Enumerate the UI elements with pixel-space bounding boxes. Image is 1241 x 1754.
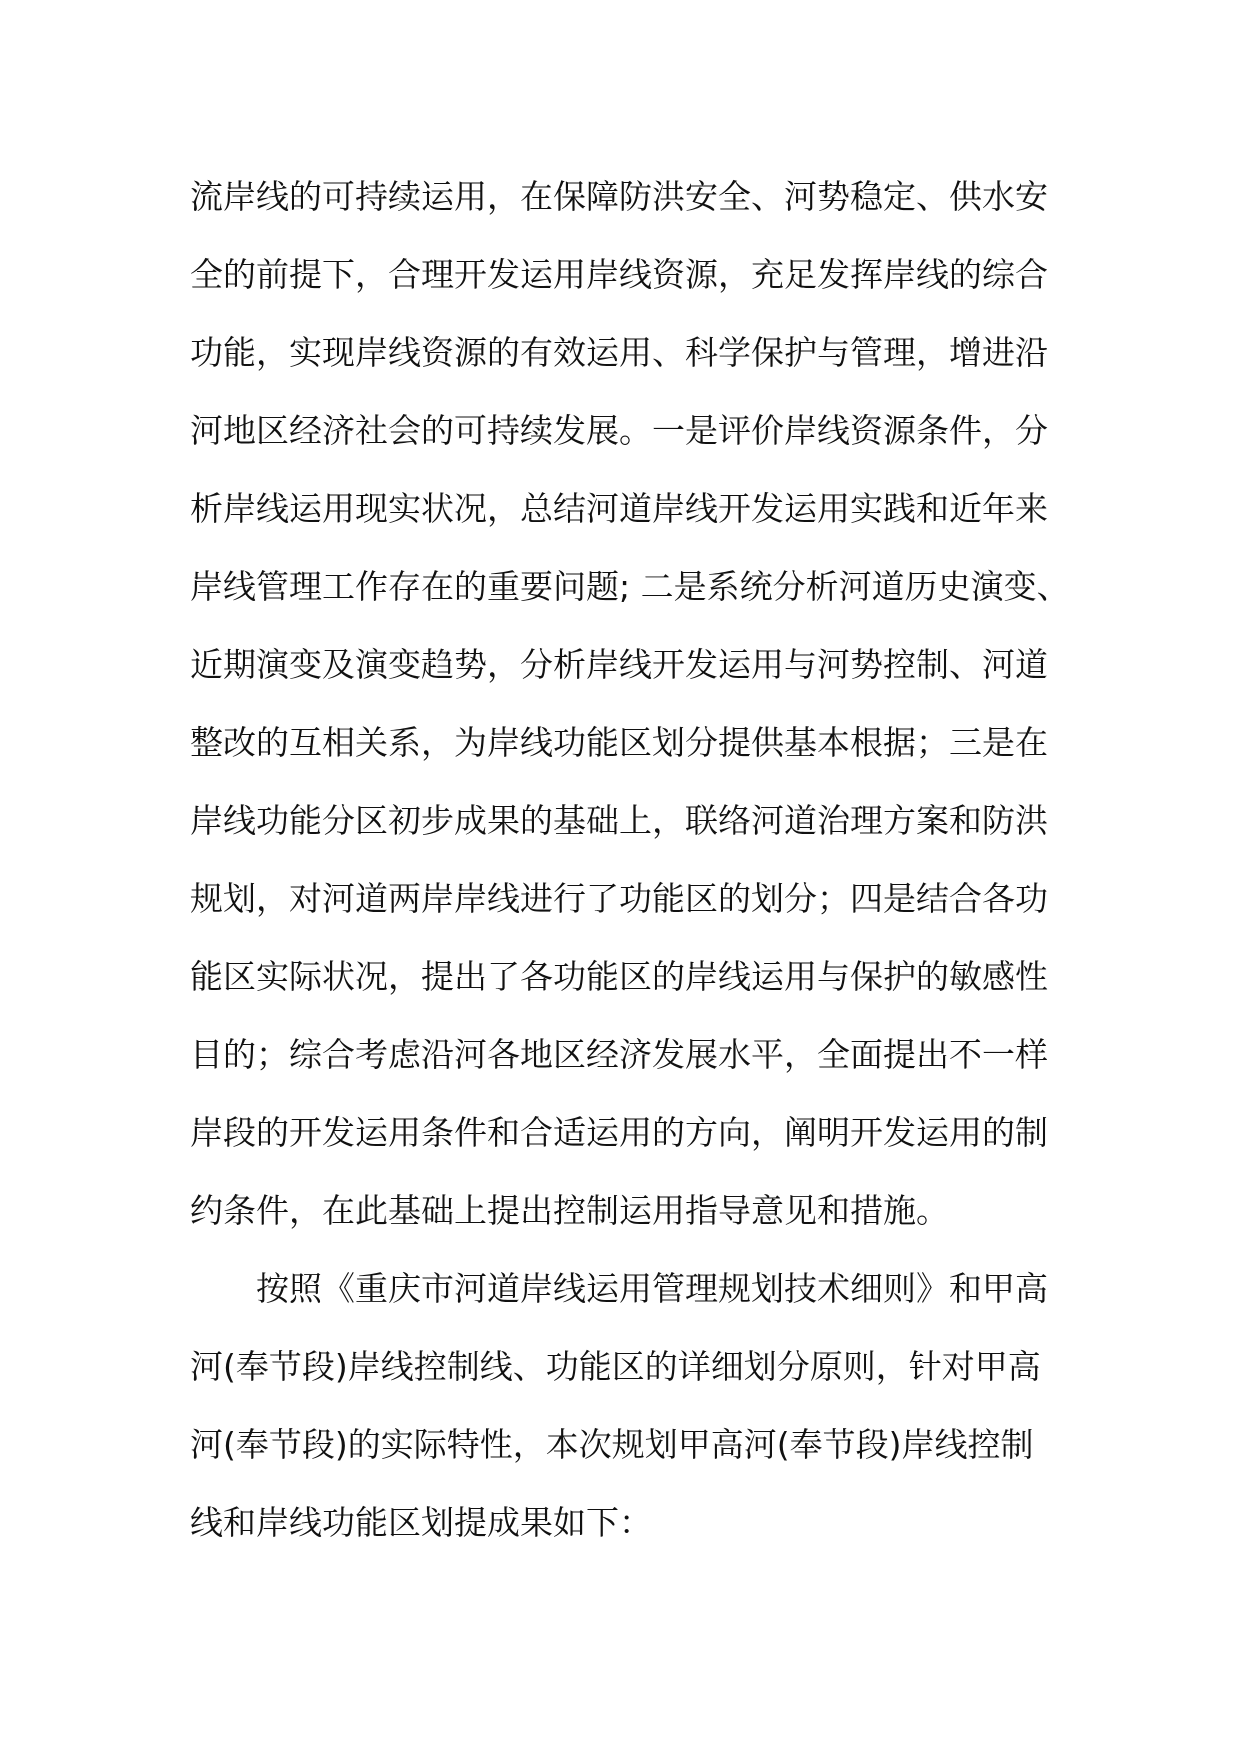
text-line: 规划，对河道两岸岸线进行了功能区的划分；四是结合各功 — [190, 879, 1048, 918]
text-line: 河(奉节段)的实际特性，本次规划甲高河(奉节段)岸线控制 — [190, 1425, 1034, 1464]
text-line: 岸线功能分区初步成果的基础上，联络河道治理方案和防洪 — [190, 801, 1048, 840]
text-line: 全的前提下，合理开发运用岸线资源，充足发挥岸线的综合 — [190, 255, 1048, 294]
paragraph-1 — [190, 158, 1070, 1250]
text-line: 整改的互相关系，为岸线功能区划分提供基本根据；三是在 — [190, 723, 1048, 762]
text-line: 河(奉节段)岸线控制线、功能区的详细划分原则，针对甲高 — [190, 1347, 1041, 1386]
text-line: 近期演变及演变趋势，分析岸线开发运用与河势控制、河道 — [190, 645, 1048, 684]
text-line: 河地区经济社会的可持续发展。一是评价岸线资源条件，分 — [190, 411, 1048, 450]
text-line: 流岸线的可持续运用，在保障防洪安全、河势稳定、供水安 — [190, 177, 1048, 216]
text-line: 岸线管理工作存在的重要问题; 二是系统分析河道历史演变、 — [190, 567, 1070, 606]
paragraph-2 — [190, 1250, 1060, 1562]
text-line: 目的；综合考虑沿河各地区经济发展水平，全面提出不一样 — [190, 1035, 1048, 1074]
text-line: 功能，实现岸线资源的有效运用、科学保护与管理，增进沿 — [190, 333, 1048, 372]
text-line: 能区实际状况，提出了各功能区的岸线运用与保护的敏感性 — [190, 957, 1048, 996]
text-line: 按照《重庆市河道岸线运用管理规划技术细则》和甲高 — [256, 1269, 1048, 1308]
text-line: 析岸线运用现实状况，总结河道岸线开发运用实践和近年来 — [190, 489, 1048, 528]
text-line: 岸段的开发运用条件和合适运用的方向，阐明开发运用的制 — [190, 1113, 1048, 1152]
text-line: 线和岸线功能区划提成果如下： — [190, 1503, 652, 1542]
text-line: 约条件，在此基础上提出控制运用指导意见和措施。 — [190, 1191, 949, 1230]
